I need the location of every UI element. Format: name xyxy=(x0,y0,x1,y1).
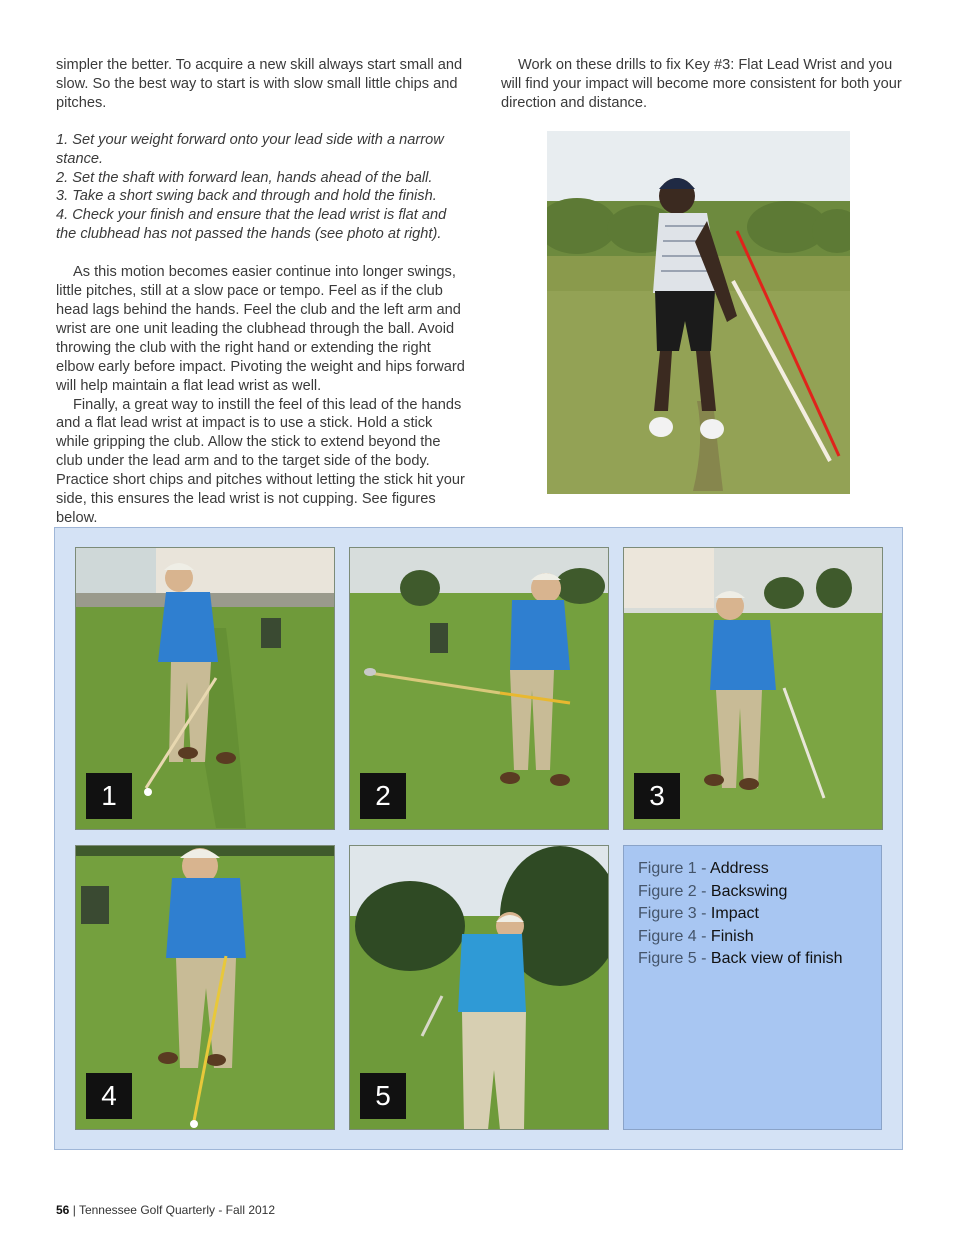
caption-figure-2: Figure 2 - Backswing xyxy=(638,882,788,900)
longer-swings-paragraph: As this motion becomes easier continue into longer swings, little pitches, still at a slow pace or tempo. Feel as if the club head lags behind the hands. Feel the club and the left arm and wrist are one unit leading the clubhead through the ball. Avoid throwing the club with the right hand or extending the right elbow early before impact. Pivoting the weight and hips forward will help maintain a flat lead wrist as well. xyxy=(56,264,465,394)
intro-paragraph: simpler the better. To acquire a new skill always start small and slow. So the best way to start is with slow small little chips and pitches. xyxy=(56,57,463,111)
page-footer xyxy=(56,1203,275,1217)
figure-caption-box xyxy=(623,845,882,1130)
figure-number-badge: 2 xyxy=(360,773,406,819)
figure-number-badge: 4 xyxy=(86,1073,132,1119)
right-text-column xyxy=(501,56,911,113)
caption-figure-1: Figure 1 - Address xyxy=(638,860,769,877)
figure-number-badge: 3 xyxy=(634,773,680,819)
figure-panel xyxy=(54,527,903,1150)
figure-1-photo xyxy=(75,547,335,830)
caption-figure-5: Figure 5 - Back view of finish xyxy=(638,950,843,967)
figure-2-photo xyxy=(349,547,609,830)
footer-separator: | xyxy=(69,1203,79,1217)
publication-name: Tennessee Golf Quarterly - Fall 2012 xyxy=(78,1203,276,1217)
drill-step-3: 3. Take a short swing back and through and hold the finish. xyxy=(56,188,437,205)
drill-step-2: 2. Set the shaft with forward lean, hands ahead of the ball. xyxy=(56,169,433,186)
page-number: 56 xyxy=(56,1203,70,1217)
figure-5-photo xyxy=(349,845,609,1130)
stick-drill-paragraph: Finally, a great way to instill the feel of this lead of the hands and a flat lead wrist at impact is to use a stick. Hold a stick while gripping the club. Allow the stick to extend beyond the club under the lead arm and to the target side of the body. Practice short chips and pitches without letting the stick hit your side, this ensures the lead wrist is not cupping. See figures below. xyxy=(56,396,465,526)
drill-step-4: 4. Check your finish and ensure that the lead wrist is flat and the clubhead has not passed the hands (see photo at right). xyxy=(56,207,447,243)
flat-lead-wrist-photo xyxy=(547,131,850,494)
figure-number-badge: 1 xyxy=(86,773,132,819)
left-text-column xyxy=(56,56,466,528)
figure-3-photo xyxy=(623,547,883,830)
figure-number-badge: 5 xyxy=(360,1073,406,1119)
key-three-paragraph: Work on these drills to fix Key #3: Flat Lead Wrist and you will find your impact will become more consistent for both your direction and distance. xyxy=(501,57,902,111)
drill-step-1: 1. Set your weight forward onto your lead side with a narrow stance. xyxy=(56,131,444,167)
drill-steps-list xyxy=(56,131,466,244)
caption-figure-4: Figure 4 - Finish xyxy=(638,927,754,945)
figure-4-photo xyxy=(75,845,335,1130)
caption-figure-3: Figure 3 - Impact xyxy=(638,905,759,922)
